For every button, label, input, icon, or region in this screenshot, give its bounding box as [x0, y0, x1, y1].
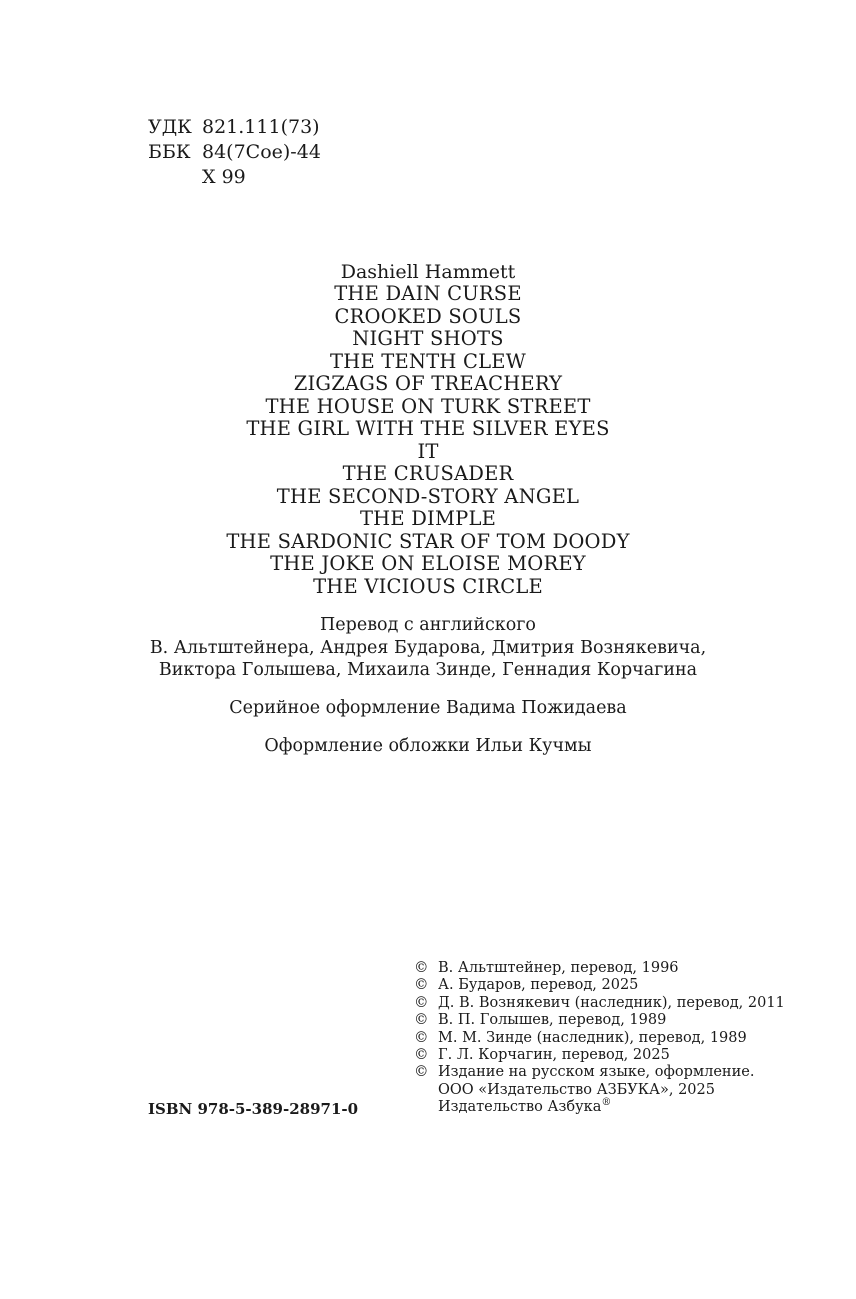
copyright-entry — [414, 977, 785, 994]
code-key — [148, 165, 202, 190]
copyright-icon: © — [414, 1064, 429, 1081]
copyright-text: М. М. Зинде (наследник), перевод, 1989 — [438, 1029, 747, 1046]
original-title: THE GIRL WITH THE SILVER EYES — [246, 417, 610, 440]
copyright-text: В. П. Голышев, перевод, 1989 — [438, 1012, 667, 1029]
copyright-entry — [414, 960, 785, 977]
copyright-entry — [414, 995, 785, 1012]
copyright-text: Д. В. Вознякевич (наследник), перевод, 2011 — [438, 994, 785, 1011]
classification-codes — [148, 115, 321, 190]
publisher-name: Издательство Азбука — [438, 1099, 602, 1116]
copyright-icon: © — [414, 977, 429, 994]
original-title: CROOKED SOULS — [334, 304, 522, 328]
copyright-block — [414, 960, 785, 1117]
publisher-line: ООО «Издательство АЗБУКА», 2025 — [438, 1081, 715, 1098]
series-design-credit: Серийное оформление Вадима Пожидаева — [229, 698, 627, 718]
author-name: Dashiell Hammett — [340, 261, 516, 283]
bbk-row — [148, 140, 321, 165]
translators-line: В. Альтштейнера, Андрея Бударова, Дмитрия Вознякевича, — [149, 637, 707, 658]
translators-line: Виктора Голышева, Михаила Зинде, Геннадия Корчагина — [158, 660, 698, 680]
original-title: THE SECOND-STORY ANGEL — [276, 484, 580, 508]
code-value: 84(7Сое)-44 — [202, 141, 321, 163]
publisher-line — [414, 1099, 785, 1116]
copyright-text: А. Бударов, перевод, 2025 — [438, 977, 639, 994]
original-title: THE HOUSE ON TURK STREET — [265, 394, 591, 418]
translation-heading: Перевод с английского — [320, 615, 536, 635]
code-key: УДК — [148, 116, 192, 138]
original-title: THE DIMPLE — [359, 507, 497, 530]
copyright-text: Издание на русском языке, оформление. — [438, 1064, 755, 1081]
original-title: IT — [417, 439, 439, 463]
isbn-number: ISBN 978-5-389-28971-0 — [148, 1100, 359, 1118]
author-mark-row — [148, 165, 321, 190]
code-value: 821.111(73) — [202, 116, 320, 138]
cover-design-credit: Оформление обложки Ильи Кучмы — [264, 736, 592, 756]
original-title: THE JOKE ON ELOISE MOREY — [270, 552, 586, 575]
code-key: ББК — [148, 141, 191, 163]
copyright-text: Г. Л. Корчагин, перевод, 2025 — [438, 1047, 670, 1064]
copyright-icon: © — [414, 960, 429, 976]
copyright-icon: © — [414, 1029, 429, 1046]
copyright-entry — [414, 1012, 785, 1029]
original-title: THE TENTH CLEW — [330, 349, 526, 373]
original-title: THE VICIOUS CIRCLE — [313, 574, 543, 598]
original-title: NIGHT SHOTS — [352, 327, 504, 350]
original-title: ZIGZAGS OF TREACHERY — [293, 372, 563, 395]
original-title: THE SARDONIC STAR OF TOM DOODY — [226, 529, 630, 553]
copyright-icon: © — [414, 1047, 429, 1064]
translation-credits — [0, 614, 856, 682]
copyright-entry — [414, 1047, 785, 1064]
registered-mark-icon: ® — [601, 1097, 612, 1109]
original-title: THE DAIN CURSE — [334, 282, 522, 305]
original-titles-list — [0, 283, 856, 598]
udk-row — [148, 115, 321, 140]
copyright-icon: © — [414, 994, 429, 1011]
original-title: THE CRUSADER — [342, 462, 514, 485]
code-value: Х 99 — [202, 166, 246, 188]
copyright-entry — [414, 1064, 785, 1081]
copyright-entry — [414, 1030, 785, 1047]
copyright-icon: © — [414, 1012, 429, 1029]
copyright-text: В. Альтштейнер, перевод, 1996 — [438, 960, 679, 976]
